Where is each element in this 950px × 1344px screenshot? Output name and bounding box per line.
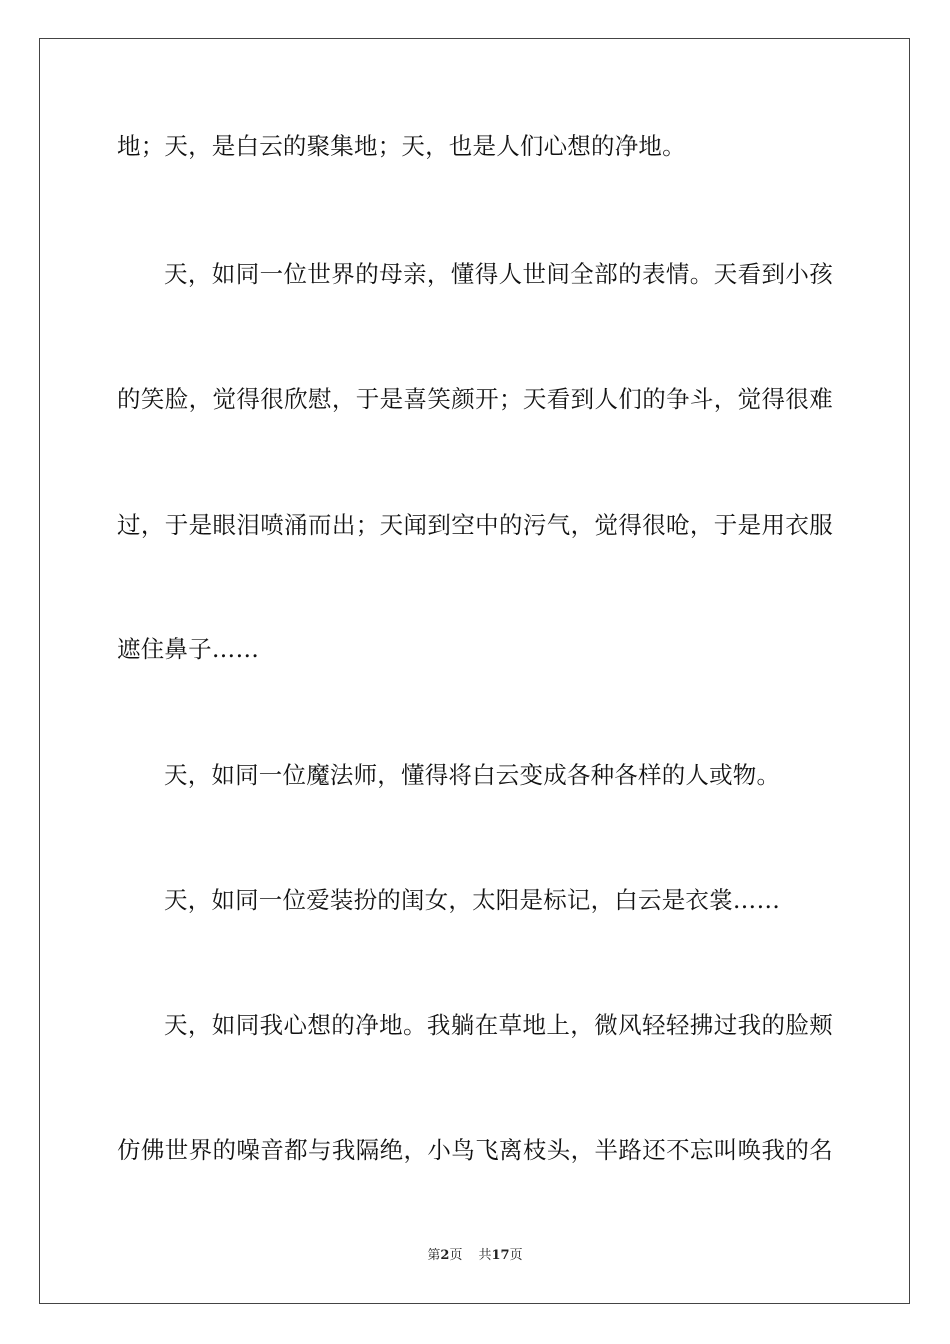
text-line-8: 天，如同我心想的净地。我躺在草地上，微风轻轻拂过我的脸颊 bbox=[164, 1011, 833, 1039]
text-line-6: 天，如同一位魔法师，懂得将白云变成各种各样的人或物。 bbox=[164, 761, 781, 789]
text-line-5: 遮住鼻子…… bbox=[117, 635, 260, 663]
text-line-7: 天，如同一位爱装扮的闺女，太阳是标记，白云是衣裳…… bbox=[164, 886, 781, 914]
text-line-3: 的笑脸，觉得很欣慰，于是喜笑颜开；天看到人们的争斗，觉得很难 bbox=[117, 385, 833, 413]
text-line-9: 仿佛世界的噪音都与我隔绝，小鸟飞离枝头，半路还不忘叫唤我的名 bbox=[117, 1136, 833, 1164]
page-footer bbox=[0, 1247, 950, 1265]
footer-total-suffix: 页 bbox=[509, 1248, 523, 1263]
footer-total-prefix: 共 bbox=[478, 1248, 492, 1263]
text-line-4: 过，于是眼泪喷涌而出；天闻到空中的污气，觉得很呛，于是用衣服 bbox=[117, 511, 833, 539]
footer-page-prefix: 第 bbox=[427, 1248, 441, 1263]
footer-page-total: 17 bbox=[491, 1248, 510, 1263]
text-line-2: 天，如同一位世界的母亲，懂得人世间全部的表情。天看到小孩 bbox=[164, 260, 833, 288]
footer-page-suffix: 页 bbox=[449, 1248, 463, 1263]
footer-page-current: 2 bbox=[440, 1248, 450, 1263]
page-border bbox=[39, 38, 910, 1304]
text-line-1: 地；天，是白云的聚集地；天，也是人们心想的净地。 bbox=[117, 132, 686, 160]
